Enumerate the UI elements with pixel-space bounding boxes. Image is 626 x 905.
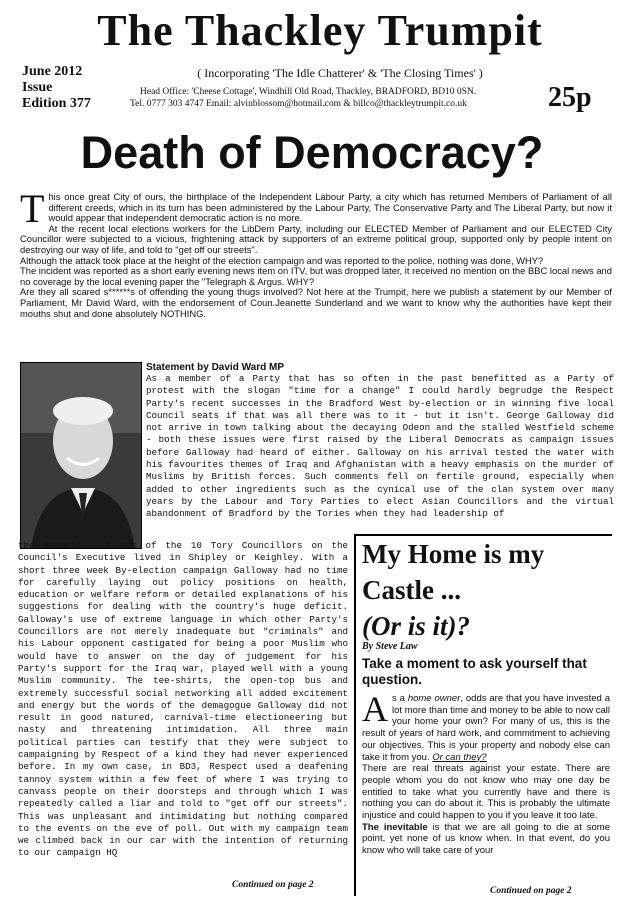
feature-byline: By Steve Law: [362, 641, 418, 652]
contact-line: Tel. 0777 303 4747 Email: alvinblossom@hotmail.com & billco@thackleytrumpit.co.uk: [130, 99, 467, 109]
lead-paragraph: At the recent local elections workers for the LibDem Party, including our ELECTED Member of Parliament and our ELECTED City Councillor were subjected to a vicious, frightening attack by supporters of an extreme political group, supported only by people intent on destroying our way of life, and told to "get off our streets".: [20, 222, 612, 255]
statement-paragraph: the council - 9 out of the 10 Tory Councillors on the Council's Executive lived in Shipley or Keighley. With a short three week By-election campaign Galloway had no time for carefully laying out policy positions on health, education or welfare reform or detailed explanations of his suggestions for dealing with the country's huge deficit. Galloway's use of extreme language in which other Party's Councillors are not merely inadequate but "criminals" and his Labour opponent castigated for being a poor Muslim who would have to answer on the day of judgement for his Party's support for the Iraq war, played well with a young Muslim community. The tee-shirts, the open-top bus and extremely successful social networking all added excitement and energy but the words of the demagogue Galloway did not result in good natured, carnival-time electioneering but nasty and threatening intimidation. All three main political parties can testify that they were subject to campaigning by Respect of a kind they had never experienced before. In my own case, in BD3, Respect used a deafening tannoy system within a few feet of where I was trying to canvass people on their doorsteps and through which I was repeatedly called a liar and told to "get off our streets". This was unpleasant and intimidating but nothing compared to the events on the eve of poll. Out with my campaign team we climbed back in our car with the intention of returning to our campaign HQ: [18, 540, 348, 859]
feature-title: [362, 536, 612, 644]
feature-subheading: Take a moment to ask yourself that question.: [362, 656, 587, 687]
feature-text: s a: [392, 693, 408, 704]
feature-paragraph: There are real threats against your estate. There are people whom you do not know who may one day be entitled to take what you currently have and there is nothing you can do about it. This is probably the ultimate injustice and could happen to you if you leave it too late.: [362, 763, 610, 822]
lead-paragraph: Are they all scared s******s of offending the young thugs involved? Not here at the Trumpit, here we publish a statement by our Member of Parliament, Mr David Ward, with the endorsement of Coun.Jeanette Sunderland and we want to know why the authorities have kept their mouths shut and done absolutely NOTHING.: [20, 286, 612, 319]
edition-number: Edition 377: [22, 96, 91, 111]
lead-paragraph: The incident was reported as a short early evening news item on ITV, but was dropped later, it received no mention on the BBC local news and no coverage by the local evening paper the "Telegraph & Argus. WHY?: [20, 265, 612, 287]
feature-body: [362, 689, 610, 857]
statement-paragraph: As a member of a Party that has so often in the past benefitted as a Party of protest with the slogan "time for a change" I could hardly begrudge the Respect Party's recent successes in the Bradford West by-election or in winning five local Council seats if that was all there was to it - but it isn't. George Galloway did not arrive in town talking about the decaying Odeon and the stalled Westfield scheme - both these issues were first raised by the Liberal Democrats as campaign issues before Galloway had heard of either. Galloway on his arrival tested the water with his favourites themes of Iraq and Afghanistan with a heavy emphasis on the murder of Muslims by British forces. Such comments fell on fertile ground, especially when added to other ingredients such as the cynical use of the clan system over many years by the Labour and Tory Parties to elect Asian Councillors and the virtual abandonment of Bradford by the Tories when they had leadership of: [146, 373, 614, 520]
feature-text: , odds are that you have invested a lot more than time and money to be able to now call your home your own? For many of us, this is the result of years of hard work, and commitment to achieving our objectives. This is your property and nobody else can take it from you.: [362, 693, 610, 763]
feature-paragraph: [362, 822, 610, 857]
statement-continued-note: Continued on page 2: [232, 880, 314, 890]
front-page-headline: Death of Democracy?: [80, 127, 544, 178]
feature-question: Or can they?: [432, 751, 487, 763]
lead-dropcap: T: [20, 186, 45, 231]
feature-text-bold: The inevitable: [362, 821, 428, 833]
statement-heading: Statement by David Ward MP: [146, 362, 284, 373]
feature-continued-note: Continued on page 2: [490, 886, 572, 896]
cover-price: 25p: [548, 82, 592, 113]
head-office-address: [130, 86, 530, 110]
lead-paragraph: his once great City of ours, the birthplace of the Independent Labour Party, a city which has returned Members of Parliament of all different creeds, which in its turn has been administered by the Labour Party, The Conservative Party and The Liberal Party, but now it would appear that independent democratic action is no more.: [48, 191, 612, 224]
issue-date: June 2012: [22, 64, 83, 79]
head-office-line: Head Office: 'Cheese Cottage', Windhill Old Road, Thackley, BRADFORD, BD10 0SN.: [140, 87, 477, 97]
portrait-photo: [20, 362, 142, 549]
statement-text-upper: [146, 373, 614, 521]
lead-paragraph: Although the attack took place at the height of the election campaign and was reported to the police, nothing was done, WHY?: [20, 254, 544, 266]
statement-text-lower: [18, 540, 348, 860]
feature-text: is that we are all going to die at some point, yet none of us know when. In that event, do you know who will take care of your: [362, 821, 610, 857]
issue-label: Issue: [22, 80, 53, 95]
masthead-title: The Thackley Trumpit: [97, 6, 543, 55]
portrait-photo-icon: [21, 363, 141, 548]
feature-dropcap: A: [362, 689, 388, 729]
feature-title-line: Castle ...: [362, 575, 461, 605]
feature-title-line: My Home is my: [362, 539, 545, 569]
incorporating-line: ( Incorporating 'The Idle Chatterer' & 'The Closing Times' ): [197, 66, 483, 80]
feature-text-italic: home owner: [407, 693, 461, 704]
lead-article: [20, 186, 612, 319]
feature-paragraph: [362, 689, 610, 763]
feature-title-line: (Or is it)?: [362, 611, 470, 641]
